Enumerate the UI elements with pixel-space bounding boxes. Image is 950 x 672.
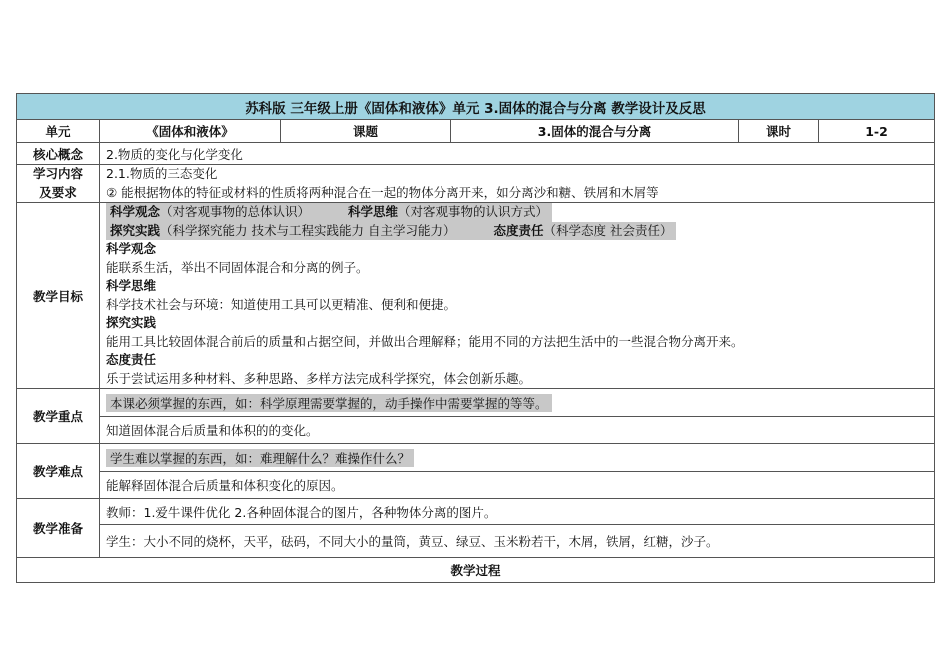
unit-value: 《固体和液体》 bbox=[100, 120, 281, 143]
objective-heading-3: 探究实践 bbox=[106, 315, 157, 330]
learning-line1: 2.1.物质的三态变化 bbox=[106, 166, 218, 181]
objectives-row bbox=[17, 203, 935, 389]
preparation-content bbox=[100, 499, 935, 558]
learning-content bbox=[100, 165, 935, 203]
learning-row bbox=[17, 165, 935, 203]
key-points-hint: 本课必须掌握的东西，如：科学原理需要掌握的，动手操作中需要掌握的等等。 bbox=[106, 394, 552, 412]
preparation-teacher-cell bbox=[100, 499, 934, 524]
title-row bbox=[17, 94, 935, 120]
objective-text-2: 科学技术社会与环境：知道使用工具可以更精准、便利和便捷。 bbox=[106, 296, 457, 312]
learning-line2: ② 能根据物体的特征或材料的性质将两种混合在一起的物体分离开来，如分离沙和糖、铁屑和木屑等 bbox=[106, 184, 659, 200]
key-points-value: 知道固体混合后质量和体积的的变化。 bbox=[106, 423, 319, 438]
key-points-row bbox=[17, 389, 935, 444]
learning-label-line2: 及要求 bbox=[39, 184, 77, 200]
difficulties-value-cell bbox=[100, 471, 934, 498]
hint-text: （科学态度 社会责任） bbox=[543, 222, 673, 238]
difficulties-hint: 学生难以掌握的东西，如：难理解什么？难操作什么？ bbox=[106, 449, 414, 467]
objectives-hint-highlight2 bbox=[106, 222, 676, 241]
hint-text: （对客观事物的认识方式） bbox=[398, 204, 549, 219]
hint-text: （对客观事物的总体认识） bbox=[160, 204, 311, 219]
objectives-hint-line1 bbox=[106, 203, 928, 222]
objective-text-1: 能联系生活，举出不同固体混合和分离的例子。 bbox=[106, 259, 369, 275]
preparation-label: 教学准备 bbox=[17, 499, 100, 558]
process-row bbox=[17, 558, 935, 583]
objectives-hint-highlight1 bbox=[106, 203, 552, 222]
key-points-label: 教学重点 bbox=[17, 389, 100, 444]
objective-heading-4: 态度责任 bbox=[106, 352, 157, 367]
difficulties-hint-cell bbox=[100, 444, 934, 471]
hint-bold: 探究实践 bbox=[110, 222, 161, 238]
document-title: 苏科版 三年级上册《固体和液体》单元 3.固体的混合与分离 教学设计及反思 bbox=[17, 94, 935, 120]
lesson-plan-table bbox=[16, 93, 935, 583]
topic-label: 课题 bbox=[281, 120, 451, 143]
unit-label: 单元 bbox=[17, 120, 100, 143]
process-heading: 教学过程 bbox=[17, 558, 935, 583]
topic-value: 3.固体的混合与分离 bbox=[451, 120, 739, 143]
core-concept-row bbox=[17, 143, 935, 165]
objective-heading-2: 科学思维 bbox=[106, 278, 157, 293]
hint-bold: 科学观念 bbox=[110, 204, 161, 219]
difficulties-content bbox=[100, 444, 935, 499]
objectives-label: 教学目标 bbox=[17, 203, 100, 389]
objective-heading-1: 科学观念 bbox=[106, 241, 157, 256]
hint-text: （科学探究能力 技术与工程实践能力 自主学习能力） bbox=[160, 222, 456, 238]
key-points-hint-cell bbox=[100, 389, 934, 416]
period-value: 1-2 bbox=[819, 120, 935, 143]
period-label: 课时 bbox=[739, 120, 819, 143]
preparation-student: 学生：大小不同的烧杯，天平，砝码，不同大小的量筒，黄豆、绿豆、玉米粉若干，木屑，铁屑，红糖，沙子。 bbox=[106, 534, 719, 549]
objectives-hint-line2 bbox=[106, 222, 928, 241]
hint-bold: 态度责任 bbox=[493, 222, 544, 238]
preparation-student-cell bbox=[100, 524, 934, 557]
key-points-value-cell bbox=[100, 416, 934, 443]
difficulties-row bbox=[17, 444, 935, 499]
core-concept-label: 核心概念 bbox=[17, 143, 100, 165]
header-row bbox=[17, 120, 935, 143]
hint-bold: 科学思维 bbox=[348, 204, 399, 219]
core-concept-value: 2.物质的变化与化学变化 bbox=[100, 143, 935, 165]
difficulties-value: 能解释固体混合后质量和体积变化的原因。 bbox=[106, 478, 344, 493]
objectives-content bbox=[100, 203, 935, 389]
preparation-row bbox=[17, 499, 935, 558]
difficulties-label: 教学难点 bbox=[17, 444, 100, 499]
objective-text-3: 能用工具比较固体混合前后的质量和占据空间，并做出合理解释；能用不同的方法把生活中的一些混合物分离开来。 bbox=[106, 333, 744, 349]
learning-label-line1: 学习内容 bbox=[32, 166, 83, 181]
preparation-teacher: 教师：1.爱牛课件优化 2.各种固体混合的图片，各种物体分离的图片。 bbox=[106, 504, 497, 520]
key-points-content bbox=[100, 389, 935, 444]
objective-text-4: 乐于尝试运用多种材料、多种思路、多样方法完成科学探究，体会创新乐趣。 bbox=[106, 370, 532, 386]
learning-label bbox=[17, 165, 100, 203]
